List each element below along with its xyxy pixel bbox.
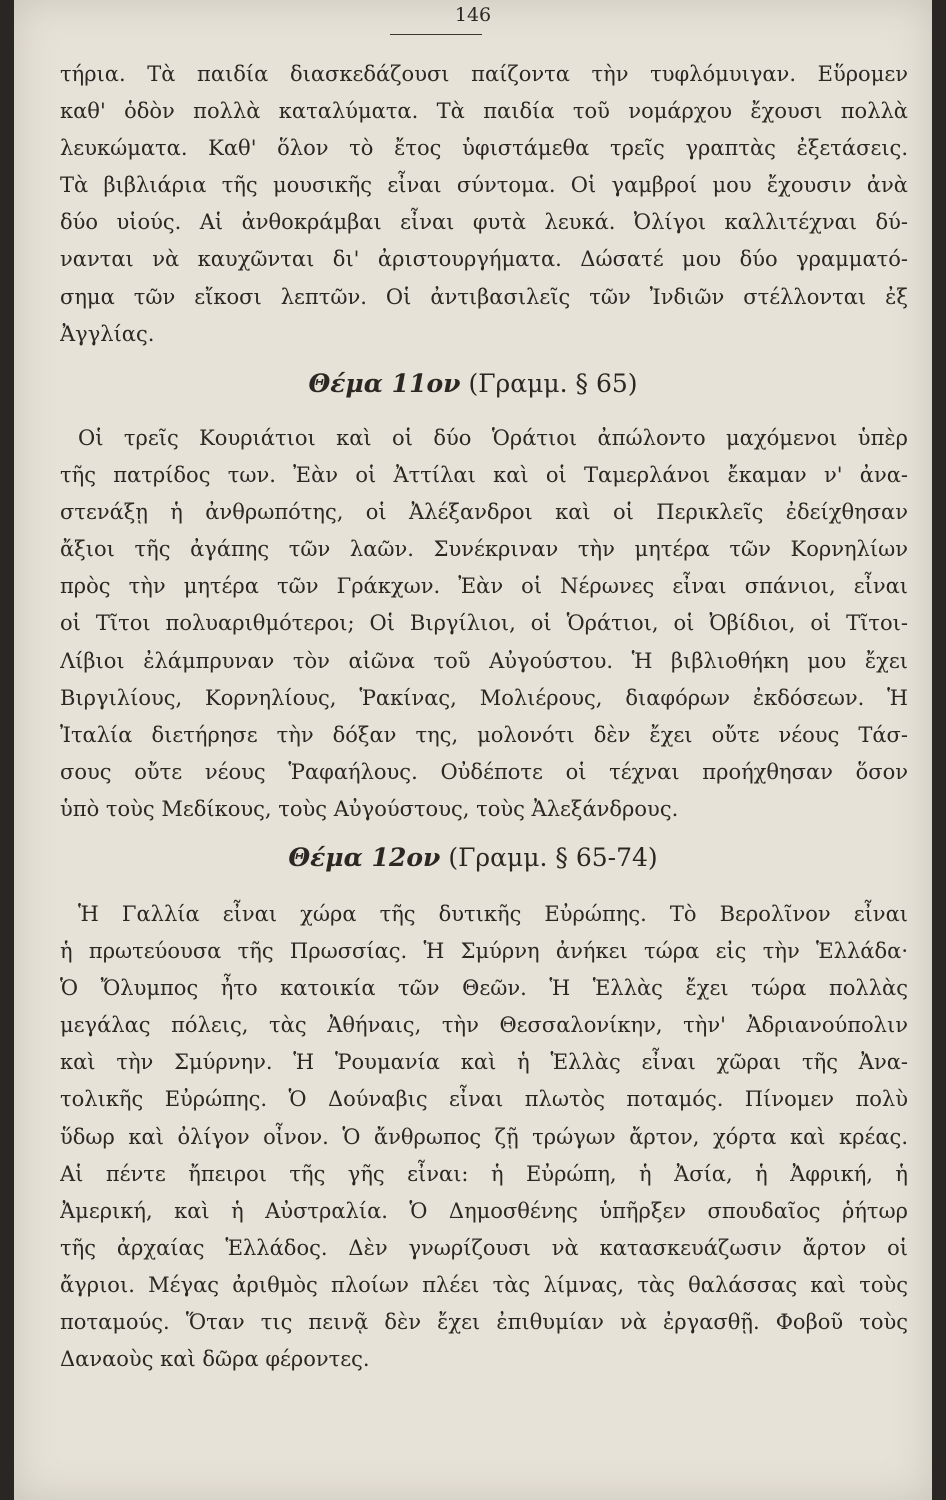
section-heading-11 <box>14 366 932 402</box>
section-heading-reference: (Γραμμ. § 65-74) <box>448 843 658 872</box>
text-line: Τὰ βιβλιάρια τῆς μουσικῆς εἶναι σύντομα. Οἱ γαμβροί μου ἔχουσιν ἀνὰ <box>60 173 908 198</box>
text-line: στενάξῃ ἡ ἀνθρωπότης, οἱ Ἀλέξανδροι καὶ οἱ Περικλεῖς ἐδείχθησαν <box>60 500 908 525</box>
text-line: Βιργιλίους, Κορνηλίους, Ῥακίνας, Μολιέρους, διαφόρων ἐκδόσεων. Ἡ <box>60 685 908 710</box>
text-line: ἄξιοι τῆς ἀγάπης τῶν λαῶν. Συνέκριναν τὴν μητέρα τῶν Κορνηλίων <box>60 537 908 562</box>
text-line: τολικῆς Εὐρώπης. Ὁ Δούναβις εἶναι πλωτὸς ποταμός. Πίνομεν πολὺ <box>60 1087 908 1112</box>
text-line: καθ' ὁδὸν πολλὰ καταλύματα. Τὰ παιδία τοῦ νομάρχου ἔχουσι πολλὰ <box>60 99 908 124</box>
text-line: τῆς ἀρχαίας Ἑλλάδος. Δὲν γνωρίζουσι νὰ κατασκευάζωσιν ἄρτον οἱ <box>60 1235 908 1260</box>
text-line: ἄγριοι. Μέγας ἀριθμὸς πλοίων πλέει τὰς λίμνας, τὰς θαλάσσας καὶ τοὺς <box>60 1272 908 1297</box>
header-rule <box>390 34 482 35</box>
section-heading-12 <box>14 840 932 876</box>
text-line: Οἱ τρεῖς Κουριάτιοι καὶ οἱ δύο Ὁράτιοι ἀπώλοντο μαχόμενοι ὑπὲρ <box>78 426 908 450</box>
text-line: σημα τῶν εἴκοσι λεπτῶν. Οἱ ἀντιβασιλεῖς τῶν Ἰνδιῶν στέλλονται ἐξ <box>60 284 908 309</box>
text-line: σους οὔτε νέους Ῥαφαήλους. Οὐδέποτε οἱ τέχναι προήχθησαν ὅσον <box>60 759 908 784</box>
text-line: Ὁ Ὄλυμπος ἦτο κατοικία τῶν Θεῶν. Ἡ Ἑλλὰς ἔχει τώρα πολλὰς <box>60 976 908 1001</box>
text-line: ἡ πρωτεύουσα τῆς Πρωσσίας. Ἡ Σμύρνη ἀνήκει τώρα εἰς τὴν Ἑλλάδα· <box>60 939 908 964</box>
text-line: ὕδωρ καὶ ὀλίγον οἶνον. Ὁ ἄνθρωπος ζῇ τρώγων ἄρτον, χόρτα καὶ κρέας. <box>60 1124 908 1149</box>
text-line: Ἡ Γαλλία εἶναι χώρα τῆς δυτικῆς Εὐρώπης. Τὸ Βερολῖνον εἶναι <box>78 902 908 926</box>
text-line: ὑπὸ τοὺς Μεδίκους, τοὺς Αὐγούστους, τοὺς Ἀλεξάνδρους. <box>60 796 679 821</box>
text-line: Ἀγγλίας. <box>60 321 155 346</box>
text-line: Ἰταλία διετήρησε τὴν δόξαν της, μολονότι δὲν ἔχει οὔτε νέους Τάσ- <box>60 722 908 747</box>
text-line: Λίβιοι ἐλάμπρυναν τὸν αἰῶνα τοῦ Αὐγούστου. Ἡ βιβλιοθήκη μου ἔχει <box>60 648 908 673</box>
paragraph-section-11 <box>60 420 908 828</box>
text-line: δύο υἱούς. Αἱ ἀνθοκράμβαι εἶναι φυτὰ λευκά. Ὀλίγοι καλλιτέχναι δύ- <box>60 210 908 235</box>
book-page <box>14 0 932 1500</box>
section-heading-title: Θέμα 12ον <box>288 843 441 872</box>
text-line: τήρια. Τὰ παιδία διασκεδάζουσι παίζοντα τὴν τυφλόμυιγαν. Εὕρομεν <box>60 62 908 86</box>
text-line: ποταμούς. Ὅταν τις πεινᾷ δὲν ἔχει ἐπιθυμίαν νὰ ἐργασθῇ. Φοβοῦ τοὺς <box>60 1310 908 1335</box>
text-line: νανται νὰ καυχῶνται δι' ἀριστουργήματα. Δώσατέ μου δύο γραμματό- <box>60 247 908 272</box>
section-heading-title: Θέμα 11ον <box>308 369 461 398</box>
text-line: Δαναοὺς καὶ δῶρα φέροντες. <box>60 1347 370 1372</box>
text-line: οἱ Τῖτοι πολυαριθμότεροι; Οἱ Βιργίλιοι, οἱ Ὁράτιοι, οἱ Ὀβίδιοι, οἱ Τῖτοι- <box>60 611 908 636</box>
text-line: μεγάλας πόλεις, τὰς Ἀθήναις, τὴν Θεσσαλονίκην, τὴν' Ἀδριανούπολιν <box>60 1013 908 1038</box>
section-heading-reference: (Γραμμ. § 65) <box>468 369 638 398</box>
text-line: τῆς πατρίδος των. Ἐὰν οἱ Ἀττίλαι καὶ οἱ Ταμερλάνοι ἔκαμαν ν' ἀνα- <box>60 463 908 488</box>
text-line: πρὸς τὴν μητέρα τῶν Γράκχων. Ἐὰν οἱ Νέρωνες εἶναι σπάνιοι, εἶναι <box>60 574 908 599</box>
page-number: 146 <box>454 4 492 26</box>
text-line: Ἀμερική, καὶ ἡ Αὐστραλία. Ὁ Δημοσθένης ὑπῆρξεν σπουδαῖος ῥήτωρ <box>60 1198 908 1223</box>
paragraph-continuation <box>60 56 908 353</box>
text-line: λευκώματα. Καθ' ὅλον τὸ ἔτος ὑφιστάμεθα τρεῖς γραπτὰς ἐξετάσεις. <box>60 136 908 161</box>
paragraph-section-12 <box>60 896 908 1378</box>
text-line: καὶ τὴν Σμύρνην. Ἡ Ῥουμανία καὶ ἡ Ἑλλὰς εἶναι χῶραι τῆς Ἀνα- <box>60 1050 908 1075</box>
text-line: Αἱ πέντε ἤπειροι τῆς γῆς εἶναι: ἡ Εὐρώπη, ἡ Ἀσία, ἡ Ἀφρική, ἡ <box>60 1161 908 1186</box>
